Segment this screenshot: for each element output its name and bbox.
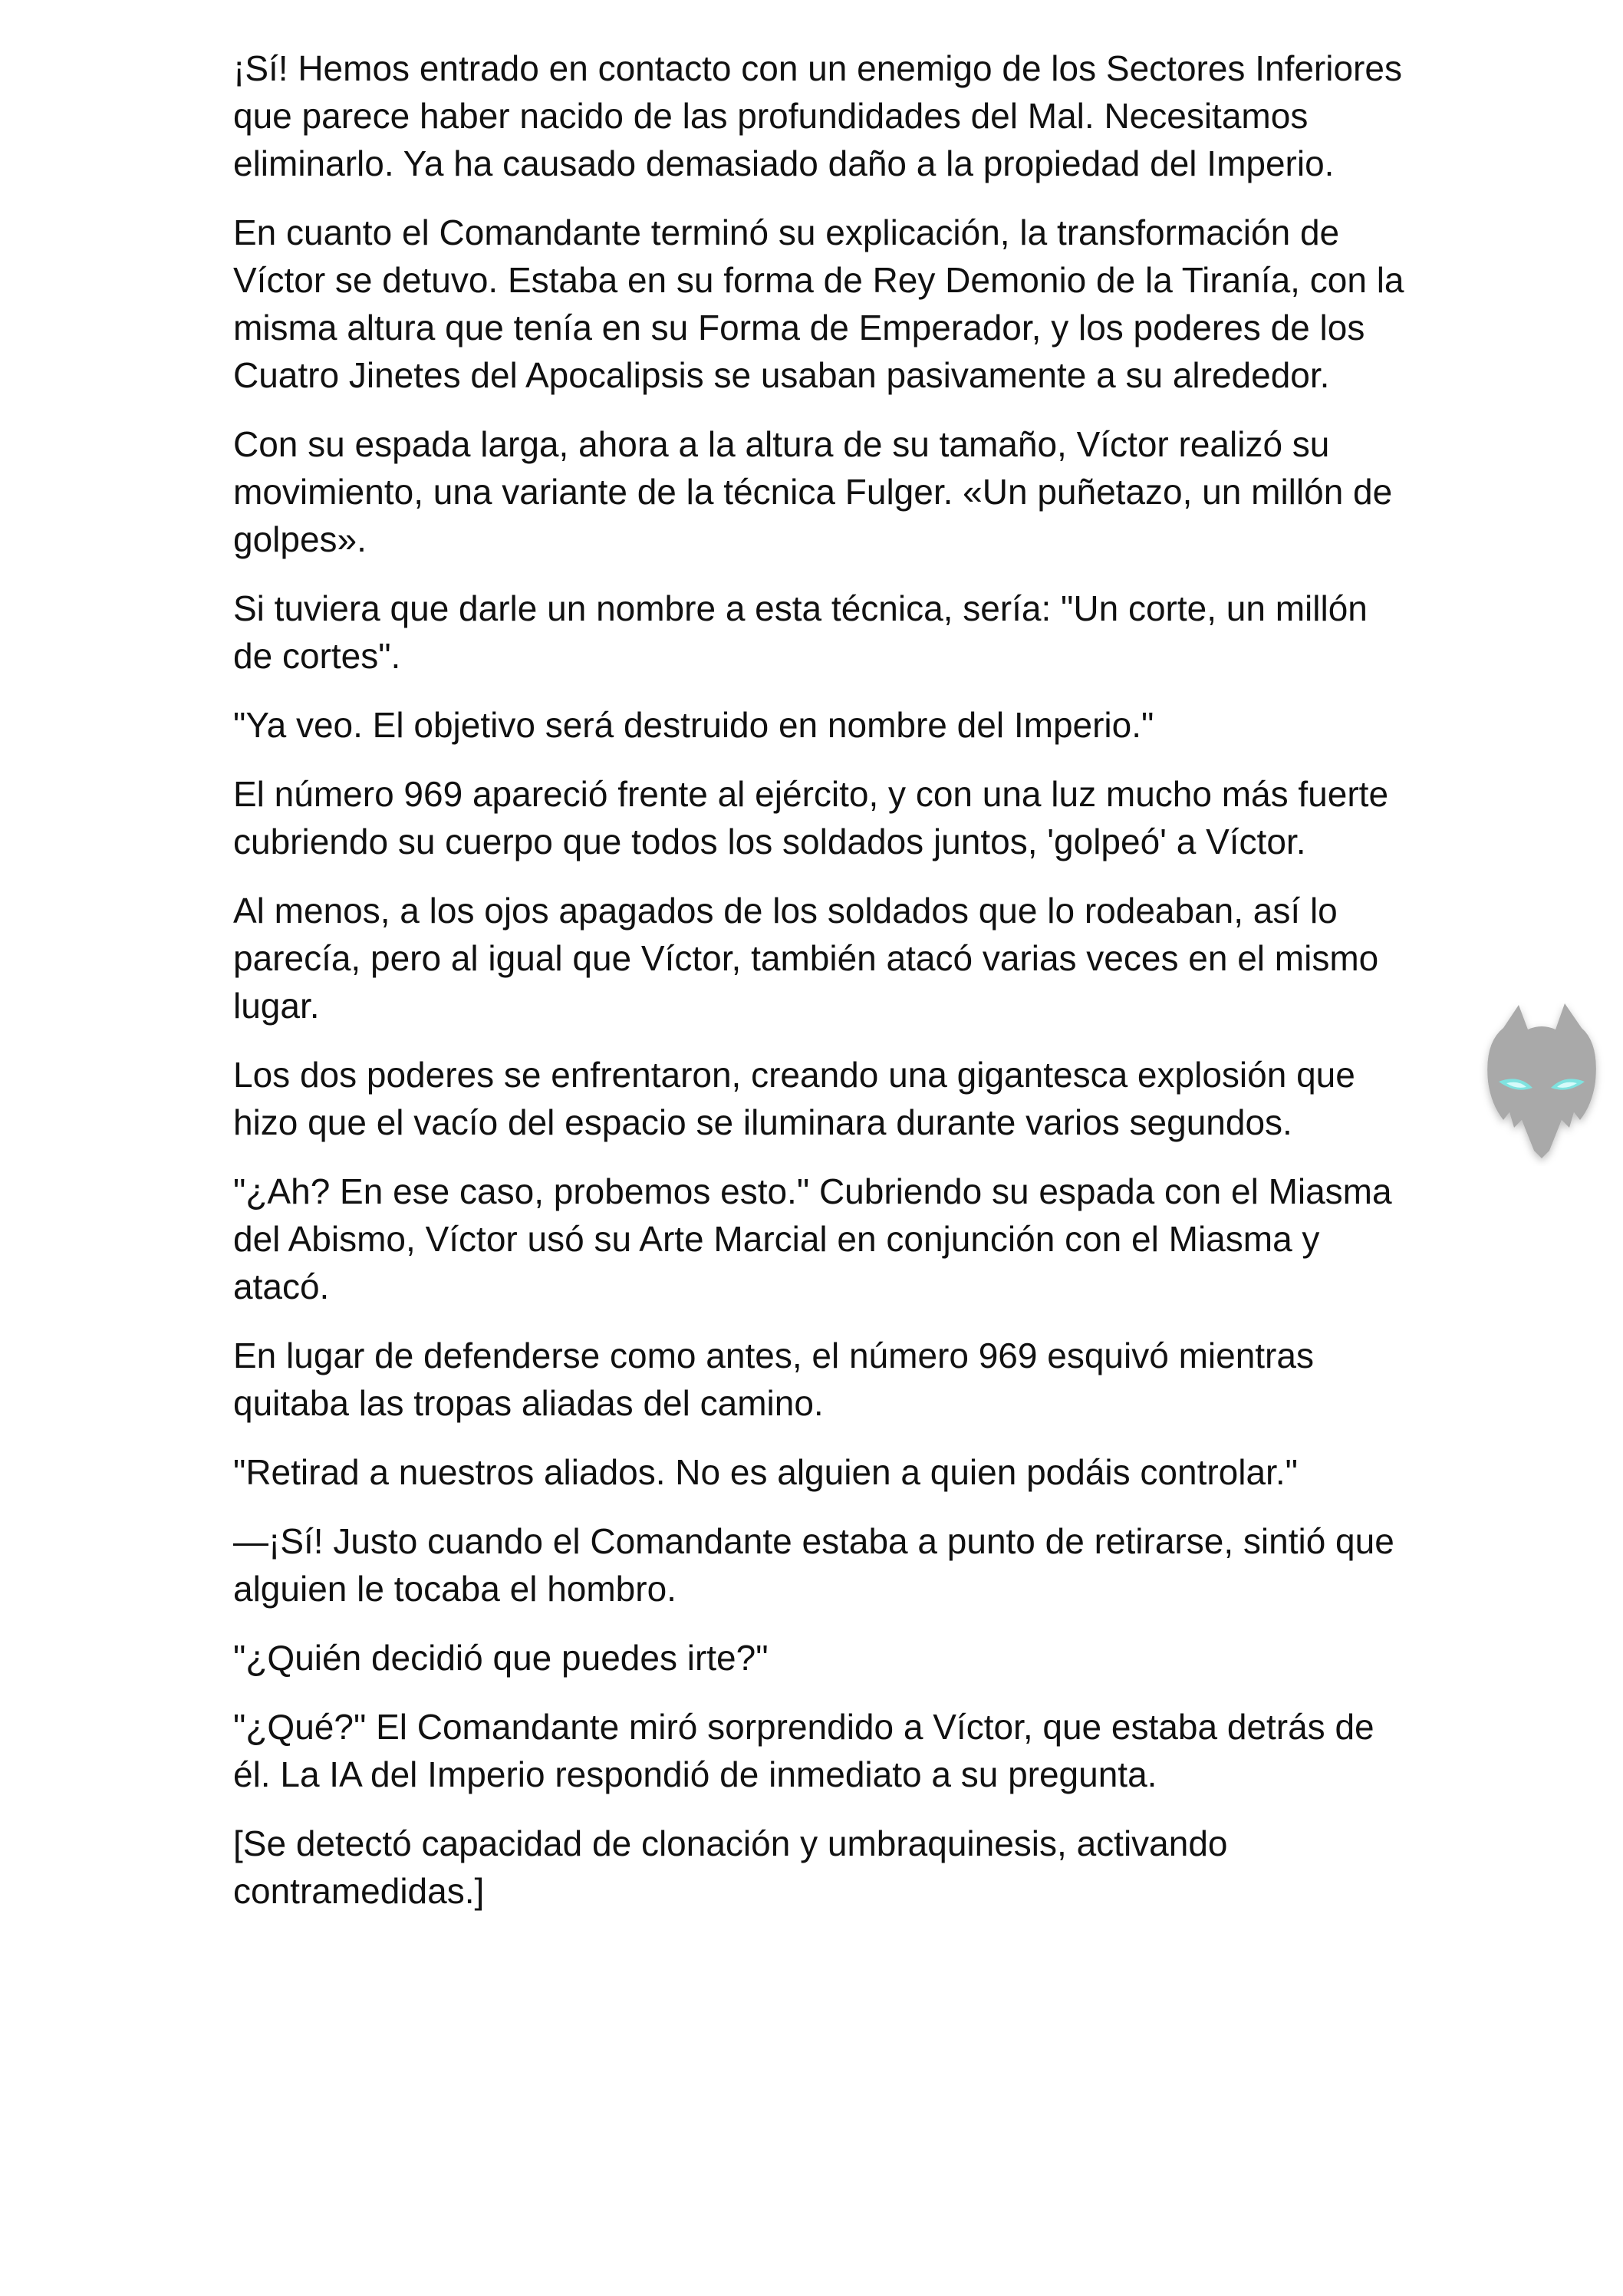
paragraph: Con su espada larga, ahora a la altura de su tamaño, Víctor realizó su movimiento, una variante de la técnica Fulger. «Un puñetazo, un millón de golpes». — [233, 424, 1393, 559]
paragraph: "Ya veo. El objetivo será destruido en nombre del Imperio." — [233, 705, 1154, 745]
document-body — [233, 44, 1407, 1936]
paragraph: En cuanto el Comandante terminó su explicación, la transformación de Víctor se detuvo. Estaba en su forma de Rey Demonio de la Tiranía, con la misma altura que tenía en su Forma de Emperador, y los poderes de los Cuatro Jinetes del Apocalipsis se usaban pasivamente a su alrededor. — [233, 212, 1404, 395]
paragraph: —¡Sí! Justo cuando el Comandante estaba a punto de retirarse, sintió que alguien le tocaba el hombro. — [233, 1521, 1394, 1609]
paragraph: "Retirad a nuestros aliados. No es alguien a quien podáis controlar." — [233, 1452, 1298, 1492]
paragraph: Al menos, a los ojos apagados de los soldados que lo rodeaban, así lo parecía, pero al igual que Víctor, también atacó varias veces en el mismo lugar. — [233, 891, 1379, 1026]
paragraph: El número 969 apareció frente al ejército, y con una luz mucho más fuerte cubriendo su cuerpo que todos los soldados juntos, 'golpeó' a Víctor. — [233, 774, 1389, 861]
paragraph: Si tuviera que darle un nombre a esta técnica, sería: "Un corte, un millón de cortes". — [233, 588, 1368, 676]
paragraph: [Se detectó capacidad de clonación y umbraquinesis, activando contramedidas.] — [233, 1823, 1228, 1911]
paragraph: "¿Ah? En ese caso, probemos esto." Cubriendo su espada con el Miasma del Abismo, Víctor usó su Arte Marcial en conjunción con el Miasma y atacó. — [233, 1171, 1392, 1306]
paragraph: "¿Quién decidió que puedes irte?" — [233, 1638, 769, 1678]
paragraph: Los dos poderes se enfrentaron, creando una gigantesca explosión que hizo que el vacío del espacio se iluminara durante varios segundos. — [233, 1055, 1355, 1142]
paragraph: "¿Qué?" El Comandante miró sorprendido a Víctor, que estaba detrás de él. La IA del Imperio respondió de inmediato a su pregunta. — [233, 1707, 1374, 1794]
paragraph: ¡Sí! Hemos entrado en contacto con un enemigo de los Sectores Inferiores que parece haber nacido de las profundidades del Mal. Necesitamos eliminarlo. Ya ha causado demasiado daño a la propiedad del Imperio. — [233, 48, 1402, 183]
demon-head-logo-icon — [1473, 997, 1611, 1166]
paragraph: En lugar de defenderse como antes, el número 969 esquivó mientras quitaba las tropas aliadas del camino. — [233, 1336, 1314, 1423]
